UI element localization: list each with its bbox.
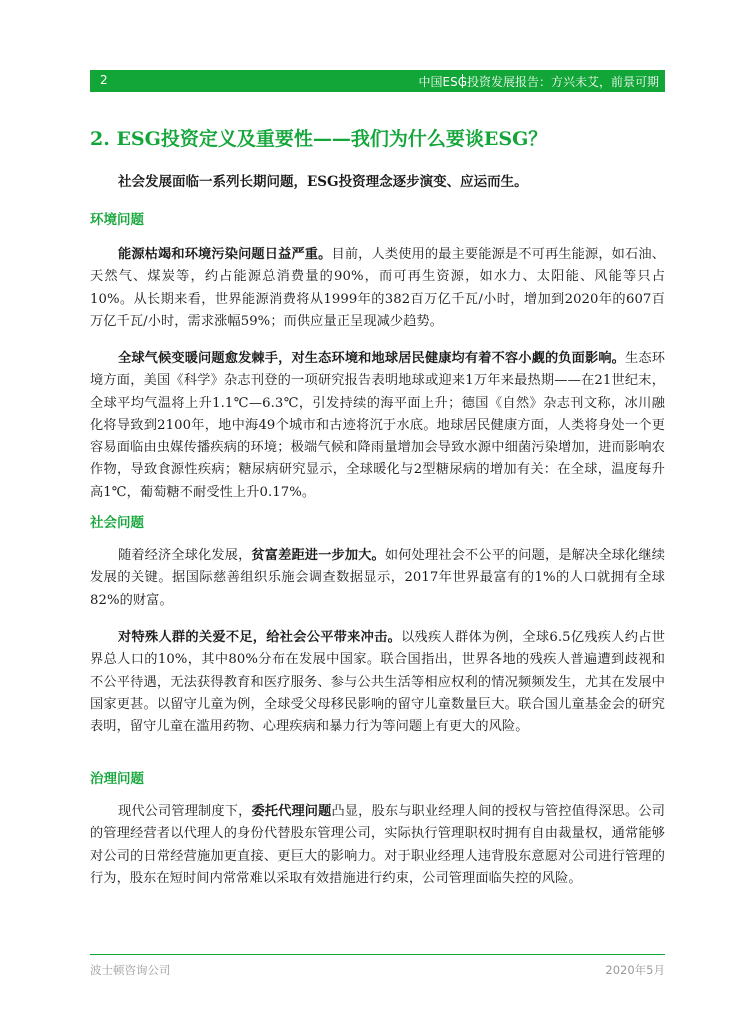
footer-date: 2020年5月: [605, 963, 665, 977]
footer-divider: [90, 954, 665, 955]
page-number: 2: [100, 73, 108, 87]
environment-p2-text: 生态环境方面，美国《科学》杂志刊登的一项研究报告表明地球或迎来1万年来最热期——在21世纪末，全球平均气温将上升1.1℃—6.3℃，引发持续的海平面上升；德国《自然》杂志刊文称，冰川融化将导致到2100年，地中海49个城市和古迹将沉于水底。地球居民健康方面，人类将身处一个更容易面临由虫媒传播疾病的环境；极端气候和降雨量增加会导致水源中细菌污染增加，进而影响农作物，导致食源性疾病；糖尿病研究显示，全球暖化与2型糖尿病的增加有关：在全球，温度每升高1℃，葡萄糖不耐受性上升0.17%。: [90, 351, 665, 500]
society-p1-emphasis: 贫富差距进一步加大。: [251, 548, 385, 563]
environment-paragraph-2: [90, 348, 665, 504]
governance-paragraph-1: [90, 801, 665, 890]
environment-p1-text: 目前，人类使用的最主要能源是不可再生能源，如石油、天然气、煤炭等，约占能源总消费量的90%，而可再生资源，如水力、太阳能、风能等只占10%。从长期来看，世界能源消费将从1999年的382百万亿千瓦/小时，增加到2020年的607百万亿千瓦/小时，需求涨幅59%；而供应量正呈现减少趋势。: [90, 247, 665, 329]
governance-p1-lead: 现代公司管理制度下，: [118, 804, 252, 819]
society-paragraph-2: [90, 627, 665, 738]
governance-heading: 治理问题: [90, 771, 144, 787]
society-p2-text: 以残疾人群体为例，全球6.5亿残疾人约占世界总人口的10%，其中80%分布在发展中国家。联合国指出，世界各地的残疾人普遍遭到歧视和不公平待遇，无法获得教育和医疗服务、参与公共生活等相应权利的情况频频发生，尤其在发展中国家更甚。以留守儿童为例，全球受父母移民影响的留守儿童数量巨大。联合国儿童基金会的研究表明，留守儿童在滥用药物、心理疾病和暴力行为等问题上有更大的风险。: [90, 630, 665, 735]
society-heading: 社会问题: [90, 515, 144, 531]
society-paragraph-1: [90, 545, 665, 612]
society-p1-text: 如何处理社会不公平的问题，是解决全球化继续发展的关键。据国际慈善组织乐施会调查数据显示，2017年世界最富有的1%的人口就拥有全球82%的财富。: [90, 548, 666, 608]
society-p2-emphasis: 对特殊人群的关爱不足，给社会公平带来冲击。: [118, 630, 402, 645]
governance-p1-text: 凸显，股东与职业经理人间的授权与管控值得深思。公司的管理经营者以代理人的身份代替股东管理公司，实际执行管理职权时拥有自由裁量权，通常能够对公司的日常经营施加更直接、更巨大的影响力。对于职业经理人违背股东意愿对公司进行管理的行为，股东在短时间内常常难以采取有效措施进行约束，公司管理面临失控的风险。: [90, 804, 666, 886]
governance-p1-emphasis: 委托代理问题: [251, 804, 332, 819]
section-lead: 社会发展面临一系列长期问题，ESG投资理念逐步演变、应运而生。: [118, 174, 528, 190]
footer-company: 波士顿咨询公司: [90, 963, 171, 977]
report-title: 中国ESG投资发展报告：方兴未艾，前景可期: [418, 75, 659, 89]
environment-p1-emphasis: 能源枯竭和环境污染问题日益严重。: [118, 247, 332, 262]
environment-p2-emphasis: 全球气候变暖问题愈发棘手，对生态环境和地球居民健康均有着不容小觑的负面影响。: [118, 351, 626, 366]
environment-paragraph-1: [90, 244, 665, 333]
section-title: 2. ESG投资定义及重要性——我们为什么要谈ESG？: [90, 128, 548, 150]
environment-heading: 环境问题: [90, 212, 144, 228]
society-p1-lead: 随着经济全球化发展，: [118, 548, 252, 563]
header-bar: [90, 70, 665, 92]
